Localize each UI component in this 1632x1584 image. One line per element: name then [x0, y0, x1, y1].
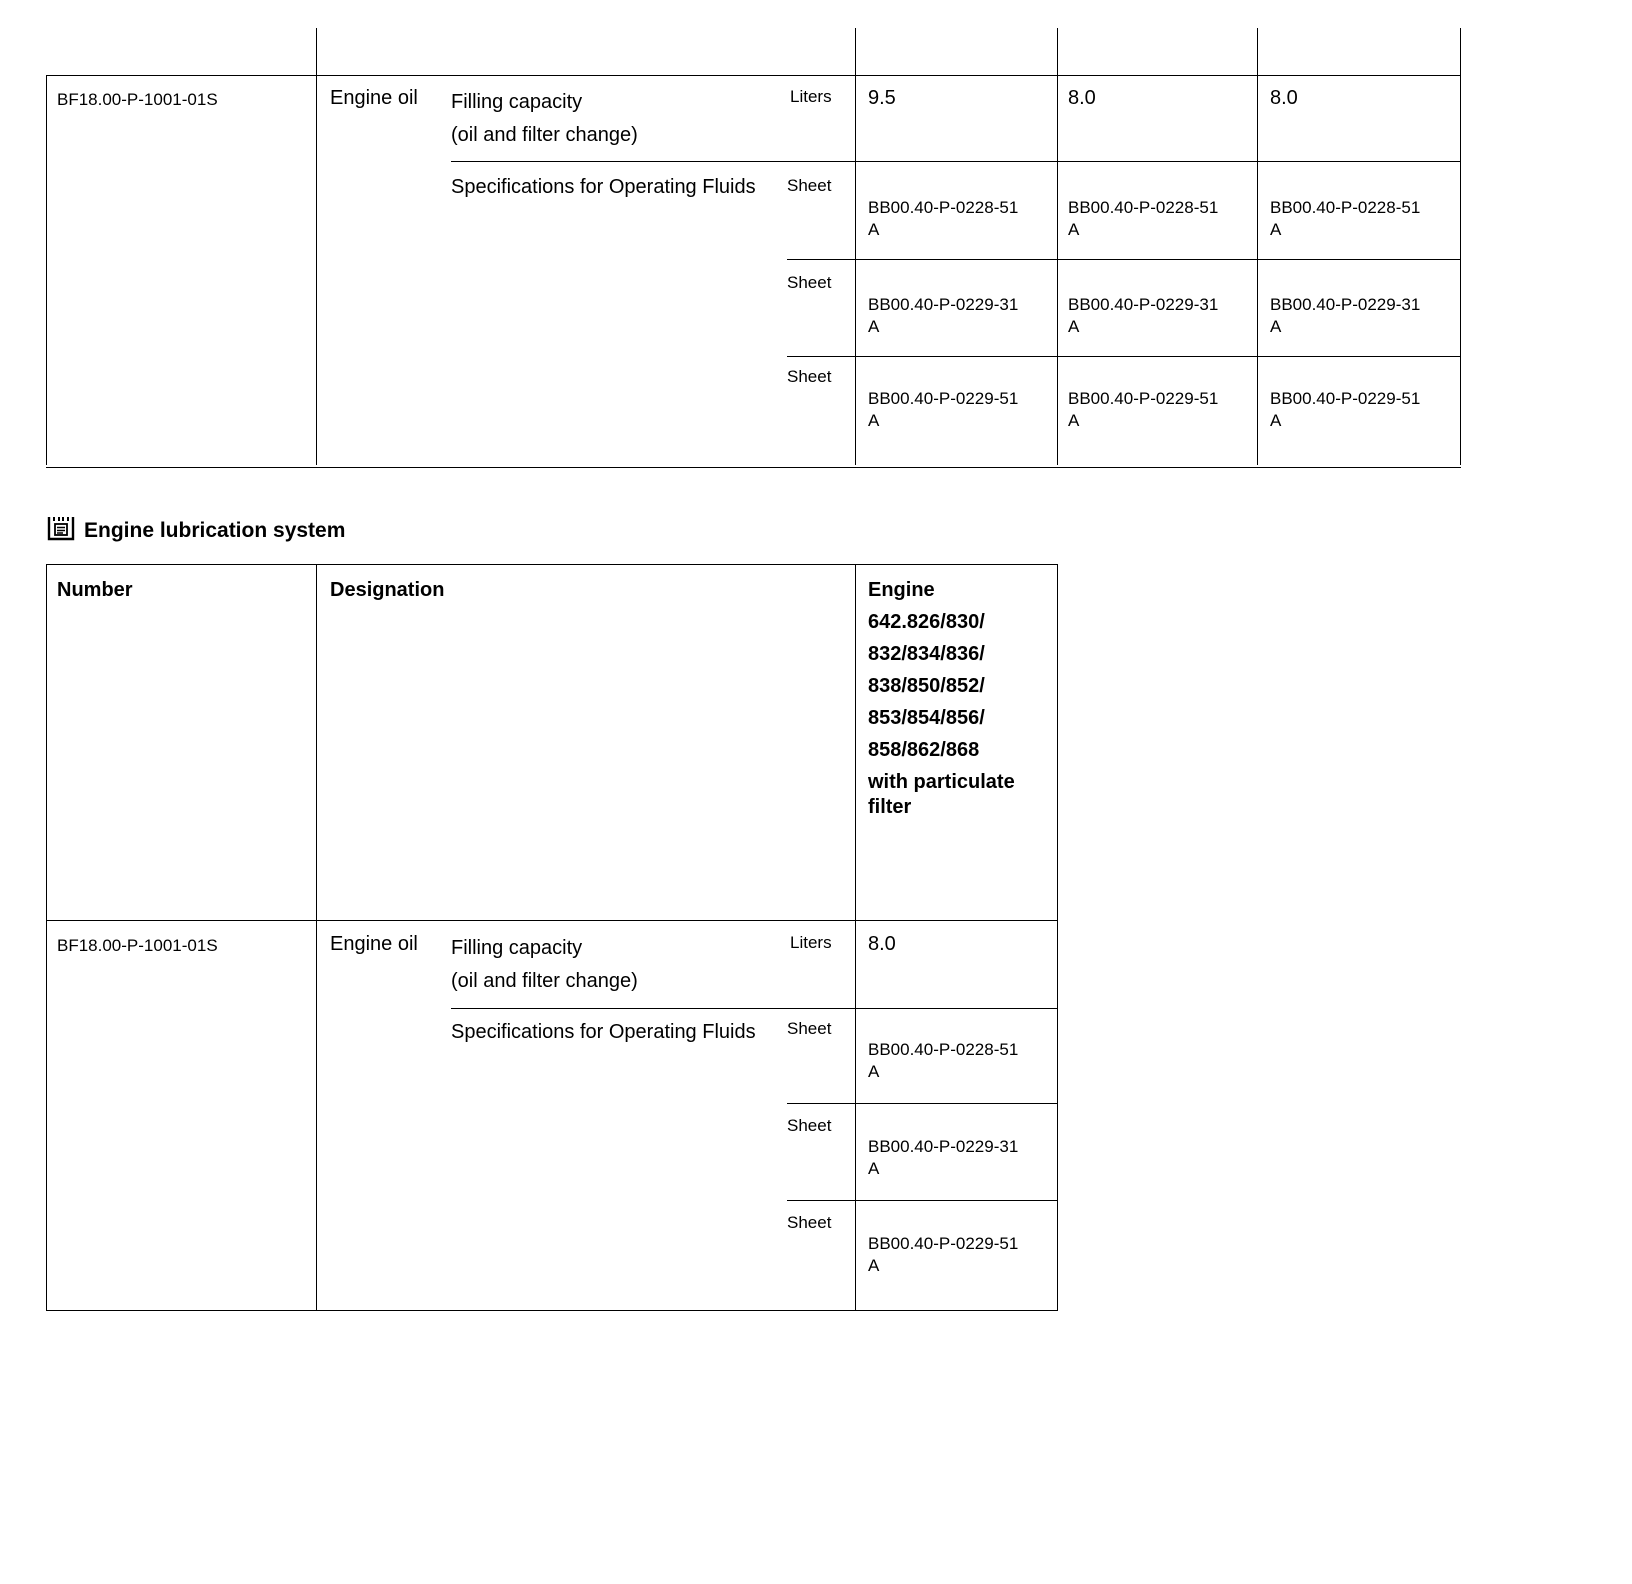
header-designation: Designation — [330, 579, 445, 601]
sheet-reference: BB00.40-P-0228-51 A — [868, 1040, 1019, 1081]
group-label: Engine oil — [330, 87, 418, 109]
part-number: BF18.00-P-1001-01S — [57, 936, 218, 955]
capacity-value: 8.0 — [1270, 87, 1298, 109]
capacity-value: 9.5 — [868, 87, 896, 109]
sheet-reference: BB00.40-P-0229-31 A — [868, 1137, 1019, 1178]
section-title: Engine lubrication system — [84, 519, 346, 542]
sheet-reference: BB00.40-P-0228-51 A — [1270, 198, 1421, 239]
unit-liters: Liters — [790, 933, 832, 952]
sheet-reference: BB00.40-P-0228-51 A — [868, 198, 1019, 239]
sheet-reference: BB00.40-P-0229-31 A — [1068, 295, 1219, 336]
sheet-reference: BB00.40-P-0229-51 A — [1068, 389, 1219, 430]
header-number: Number — [57, 579, 133, 601]
sheet-reference: BB00.40-P-0228-51 A — [1068, 198, 1219, 239]
unit-sheet: Sheet — [787, 1213, 832, 1232]
capacity-value: 8.0 — [1068, 87, 1096, 109]
filling-capacity-label: Filling capacity (oil and filter change) — [451, 91, 638, 146]
sheet-reference: BB00.40-P-0229-51 A — [868, 389, 1019, 430]
specs-label: Specifications for Operating Fluids — [451, 176, 756, 198]
unit-sheet: Sheet — [787, 176, 832, 195]
group-label: Engine oil — [330, 933, 418, 955]
specs-label: Specifications for Operating Fluids — [451, 1021, 756, 1043]
unit-liters: Liters — [790, 87, 832, 106]
unit-sheet: Sheet — [787, 273, 832, 292]
section-heading — [46, 514, 345, 542]
document-list-icon — [46, 514, 76, 542]
unit-sheet: Sheet — [787, 1019, 832, 1038]
sheet-reference: BB00.40-P-0229-51 A — [868, 1234, 1019, 1275]
sheet-reference: BB00.40-P-0229-31 A — [1270, 295, 1421, 336]
header-engine: Engine 642.826/830/ 832/834/836/ 838/850/852/ 853/854/856/ 858/862/868 with particulate filter — [868, 579, 1015, 818]
capacity-value: 8.0 — [868, 933, 896, 955]
part-number: BF18.00-P-1001-01S — [57, 90, 218, 109]
sheet-reference: BB00.40-P-0229-31 A — [868, 295, 1019, 336]
sheet-reference: BB00.40-P-0229-51 A — [1270, 389, 1421, 430]
filling-capacity-label: Filling capacity (oil and filter change) — [451, 937, 638, 992]
unit-sheet: Sheet — [787, 1116, 832, 1135]
unit-sheet: Sheet — [787, 367, 832, 386]
